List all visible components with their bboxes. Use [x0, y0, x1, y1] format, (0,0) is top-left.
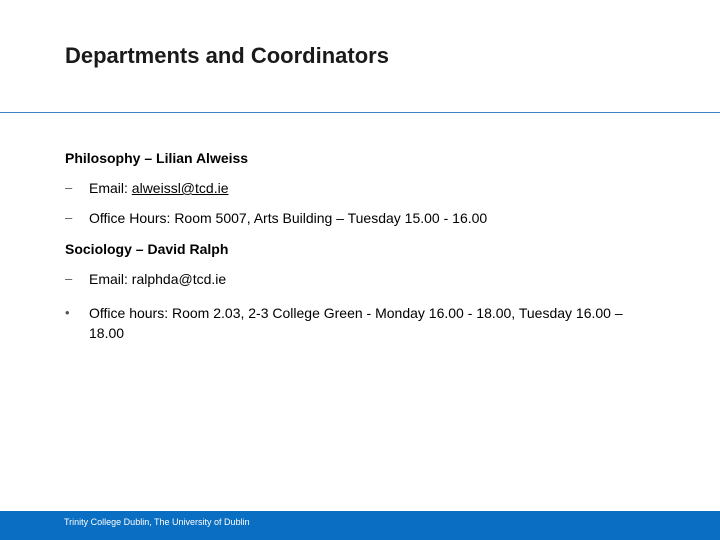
- section-heading-philosophy: Philosophy – Lilian Alweiss: [65, 150, 249, 166]
- bullet-marker: •: [65, 305, 70, 320]
- office-hours-text: Office hours: Room 2.03, 2-3 College Green - Monday 16.00 - 18.00, Tuesday 16.00 – 18.00: [89, 305, 623, 341]
- email-link-philosophy[interactable]: alweissl@tcd.ie: [131, 180, 229, 196]
- title-divider: [0, 112, 720, 113]
- dash-marker: –: [65, 271, 73, 286]
- dash-marker: –: [65, 210, 73, 225]
- footer-text: Trinity College Dublin, The University of Dublin: [64, 517, 250, 527]
- dash-marker: –: [65, 180, 73, 195]
- section-heading-sociology: Sociology – David Ralph: [65, 241, 229, 257]
- slide-title: Departments and Coordinators: [65, 43, 389, 68]
- footer-bar: [0, 511, 720, 540]
- email-label: Email:: [89, 180, 132, 196]
- office-hours-text: Office Hours: Room 5007, Arts Building – Tuesday 15.00 - 16.00: [89, 210, 488, 226]
- email-text-sociology: Email: ralphda@tcd.ie: [89, 271, 227, 287]
